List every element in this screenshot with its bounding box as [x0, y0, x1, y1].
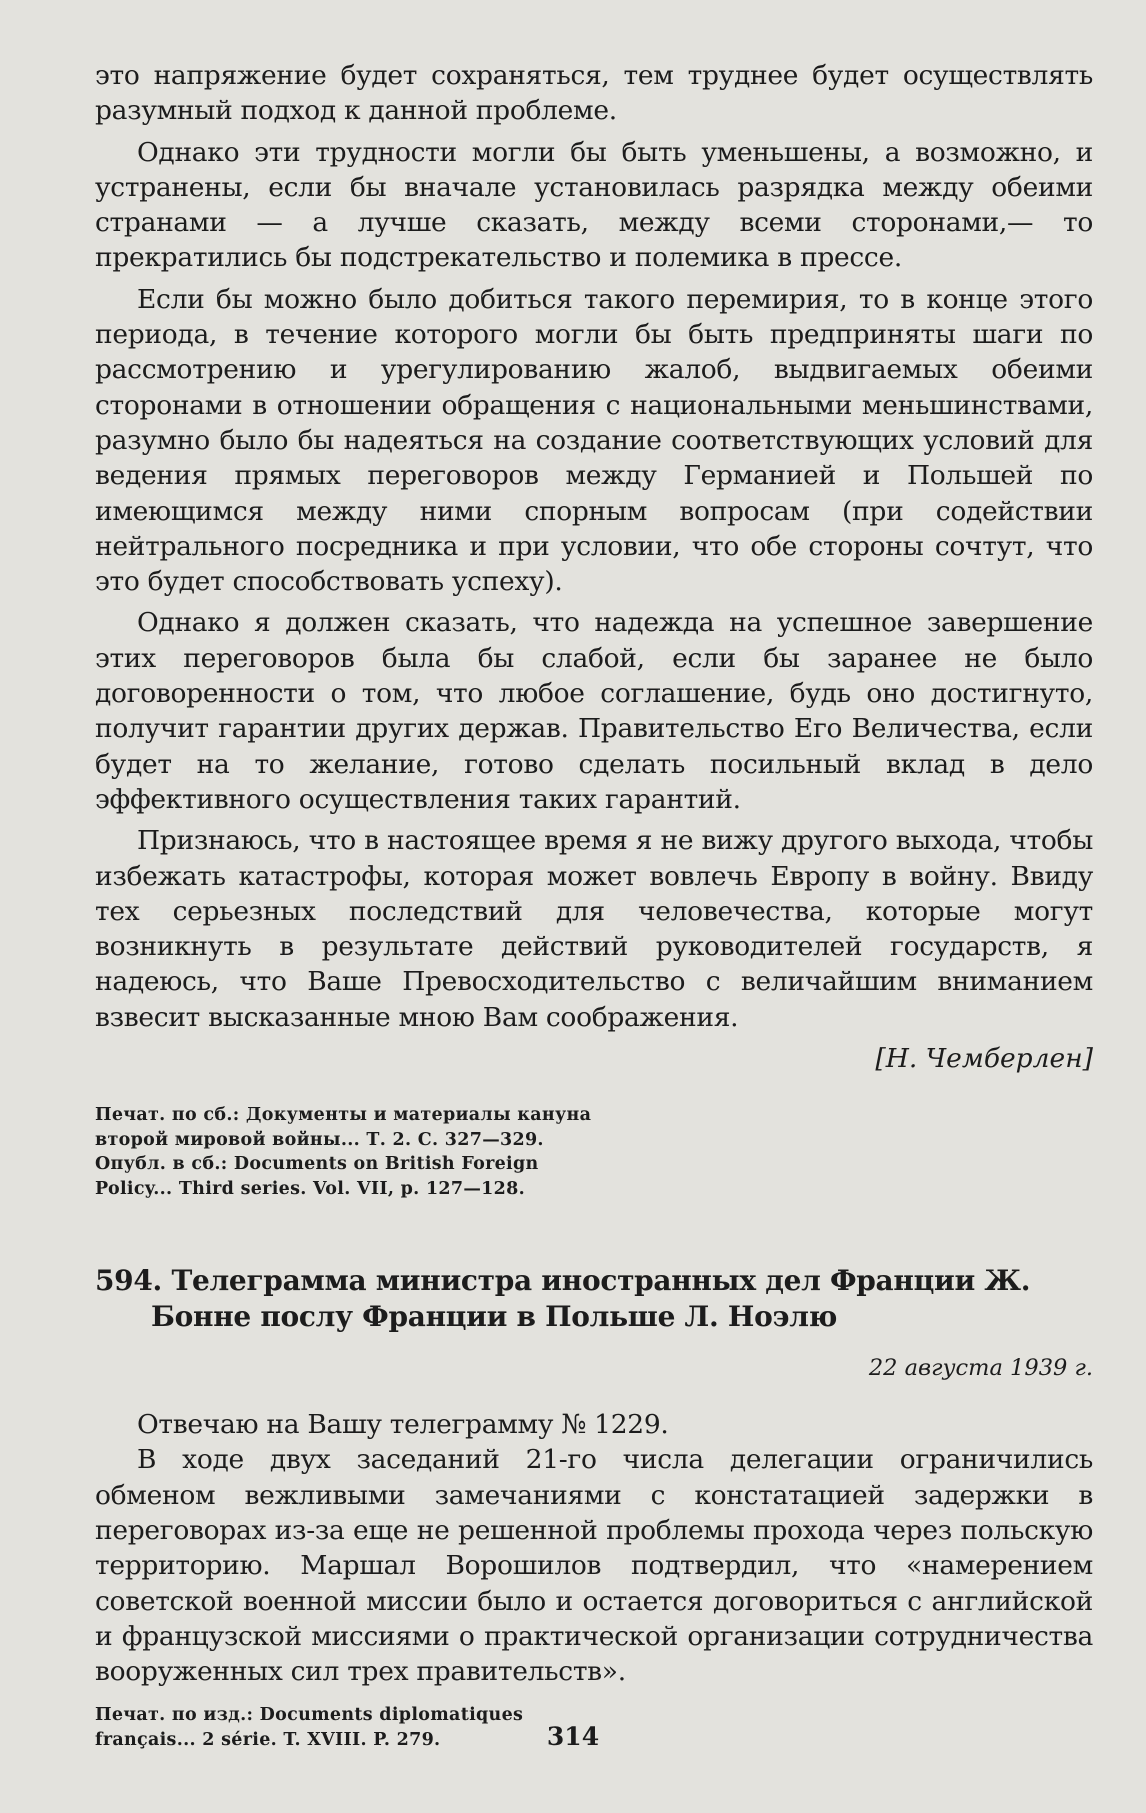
paragraph-5: Признаюсь, что в настоящее время я не вижу другого выхода, чтобы избежать катастрофы, которая может вовлечь Европу в войну. Ввиду тех серьезных последствий для человечества, которые могут возникнуть в результате действий руководителей государств, я надеюсь, что Ваше Превосходительство с величайшим вниманием взвесит высказанные мною Вам соображения.: [95, 825, 1093, 1033]
document-date: 22 августа 1939 г.: [868, 1355, 1093, 1382]
paragraph-1: это напряжение будет сохраняться, тем труднее будет осуществлять разумный подход к данной проблеме.: [95, 60, 1093, 127]
signature: [Н. Чемберлен]: [875, 1043, 1093, 1075]
paragraph-6: Отвечаю на Вашу телеграмму № 1229.: [137, 1409, 669, 1441]
page-number: 314: [546, 1722, 600, 1751]
paragraph-4: Однако я должен сказать, что надежда на успешное завершение этих переговоров была бы слабой, если бы заранее не было договоренности о том, что любое соглашение, будь оно достигнуто, получит гарантии других держав. Правительство Его Величества, если будет на то желание, готово сделать посильный вклад в дело эффективного осуществления таких гарантий.: [95, 607, 1093, 815]
source-note-2: Печат. по изд.: Documents diplomatiques français... 2 série. T. XVIII. P. 279.: [95, 1705, 524, 1750]
paragraph-7: В ходе двух заседаний 21-го числа делегации ограничились обменом вежливыми замечаниями с констатацией задержки в переговорах из-за еще не решенной проблемы прохода через польскую территорию. Маршал Ворошилов подтвердил, что «намерением советской военной миссии было и остается договориться с английской и французской миссиями о практической организации сотрудничества вооруженных сил трех правительств».: [95, 1444, 1093, 1688]
document-title: 594. Телеграмма министра иностранных дел Франции Ж. Бонне послу Франции в Польше Л. Ноэлю: [95, 1264, 1031, 1334]
paragraph-3: Если бы можно было добиться такого перемирия, то в конце этого периода, в течение которого могли бы быть предприняты шаги по рассмотрению и урегулированию жалоб, выдвигаемых обеими сторонами в отношении обращения с национальными меньшинствами, разумно было бы надеяться на создание соответствующих условий для ведения прямых переговоров между Германией и Польшей по имеющимся между ними спорным вопросам (при содействии нейтрального посредника и при условии, что обе стороны сочтут, что это будет способствовать успеху).: [95, 283, 1093, 598]
paragraph-2: Однако эти трудности могли бы быть уменьшены, а возможно, и устранены, если бы вначале установилась разрядка между обеими странами — а лучше сказать, между всеми сторонами,— то прекратились бы подстрекательство и полемика в прессе.: [95, 136, 1093, 274]
document-page: [95, 58, 1093, 1752]
source-note-1: Печат. по сб.: Документы и материалы кануна второй мировой войны... Т. 2. С. 327—329. Опубл. в сб.: Documents on British Foreign Policy... Third series. Vol. VII, p. 127—128.: [95, 1105, 592, 1199]
